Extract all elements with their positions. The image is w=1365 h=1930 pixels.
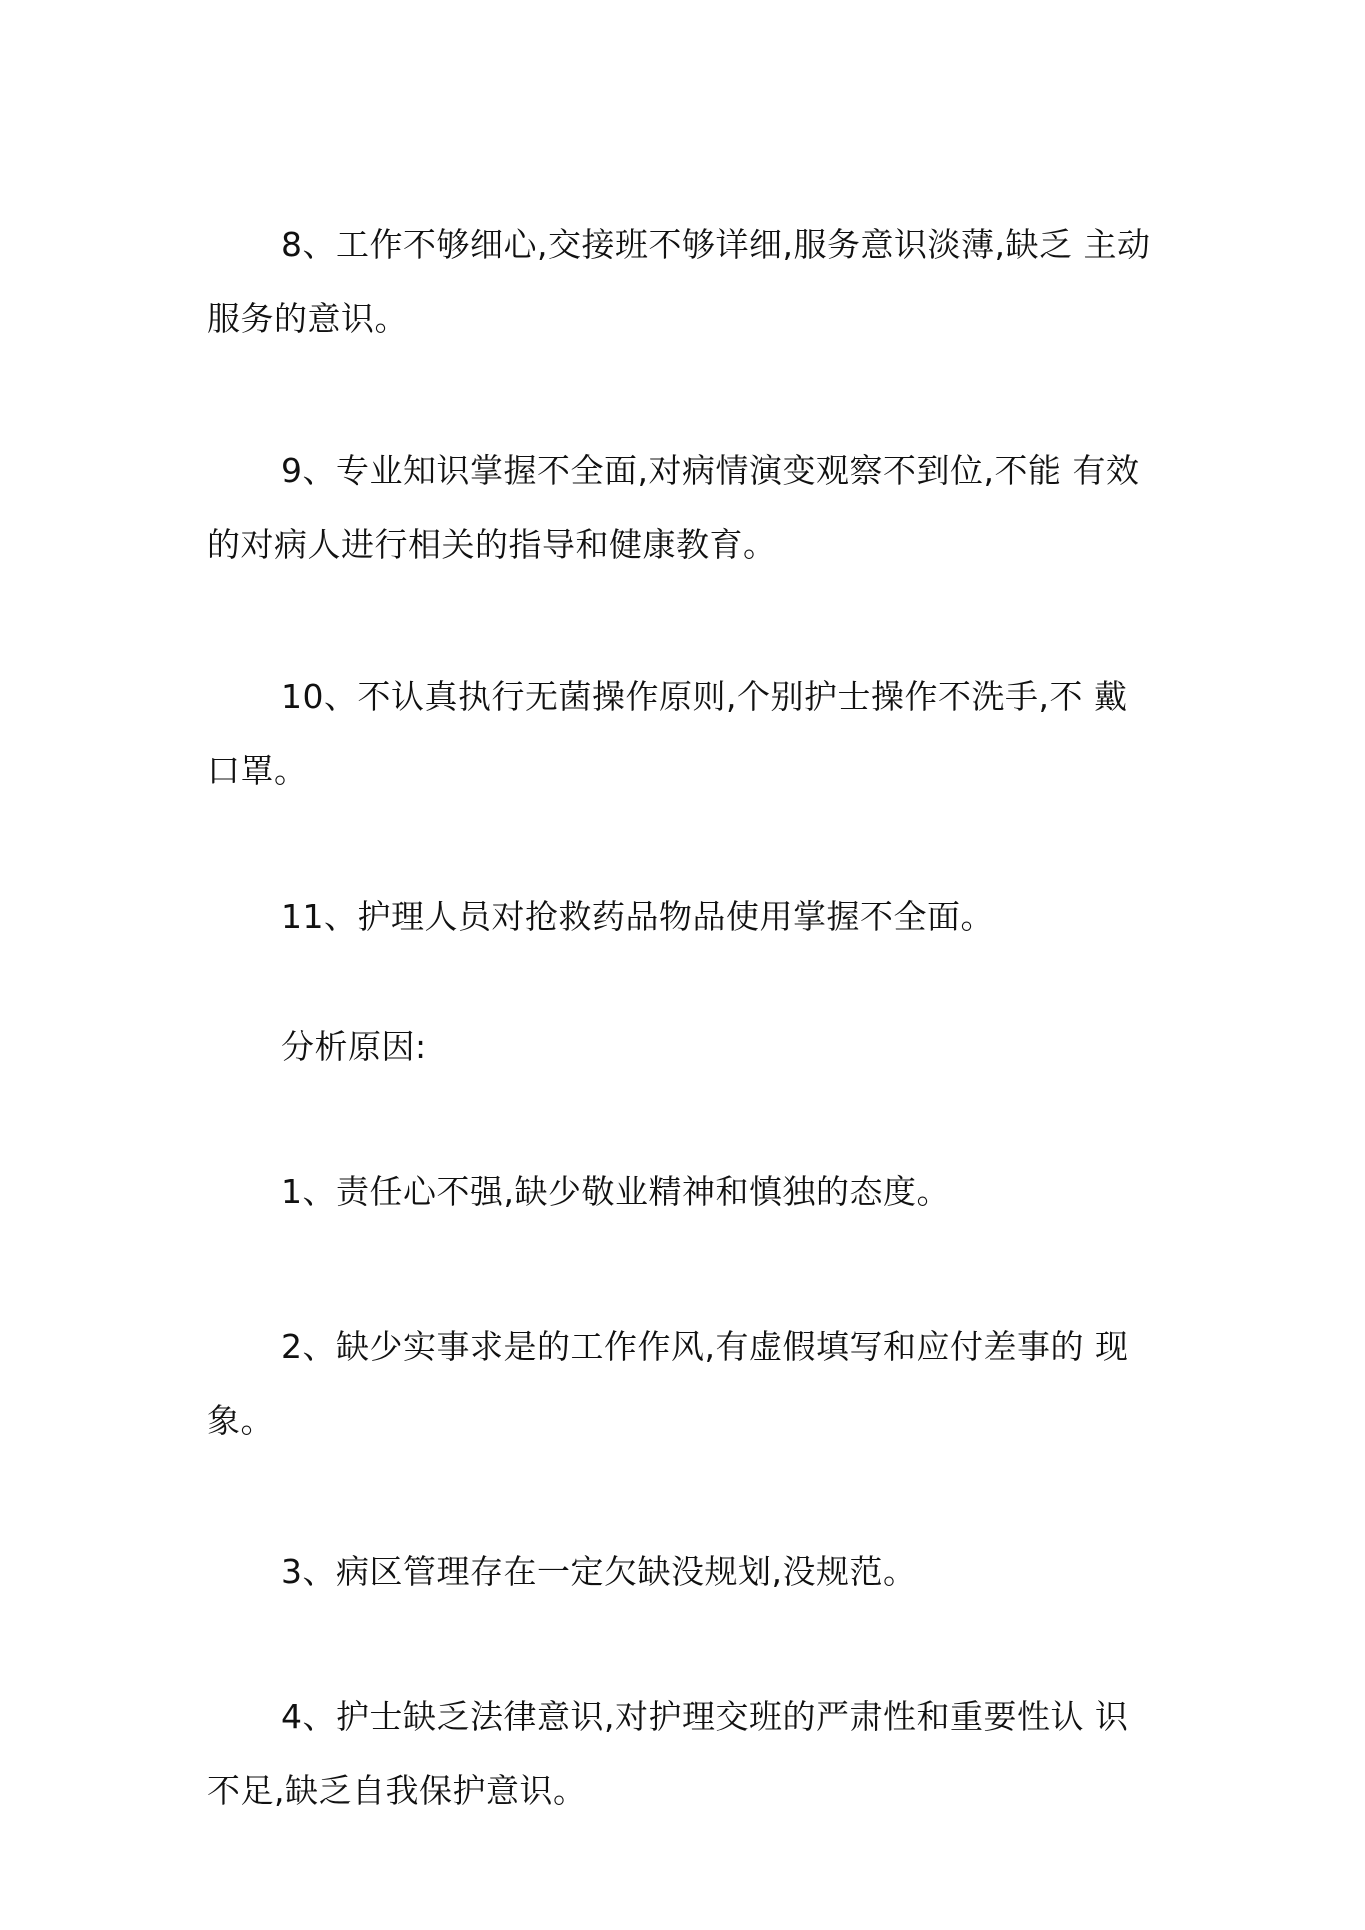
- paragraph-item-9: 9、专业知识掌握不全面,对病情演变观察不到位,不能 有效的对病人进行相关的指导和健康教育。: [207, 451, 1140, 564]
- reason-item-1: 1、责任心不强,缺少敬业精神和慎独的态度。: [281, 1172, 950, 1211]
- section-heading-analysis: 分析原因:: [281, 1027, 427, 1066]
- reason-item-4: 4、护士缺乏法律意识,对护理交班的严肃性和重要性认 识不足,缺乏自我保护意识。: [207, 1697, 1129, 1810]
- paragraph-item-10: 10、不认真执行无菌操作原则,个别护士操作不洗手,不 戴口罩。: [207, 677, 1128, 790]
- reason-item-2: 2、缺少实事求是的工作作风,有虚假填写和应付差事的 现象。: [207, 1327, 1129, 1440]
- paragraph-item-11: 11、护理人员对抢救药品物品使用掌握不全面。: [281, 897, 994, 936]
- paragraph-item-8: 8、工作不够细心,交接班不够详细,服务意识淡薄,缺乏 主动服务的意识。: [207, 225, 1151, 338]
- reason-item-3: 3、病区管理存在一定欠缺没规划,没规范。: [281, 1552, 917, 1591]
